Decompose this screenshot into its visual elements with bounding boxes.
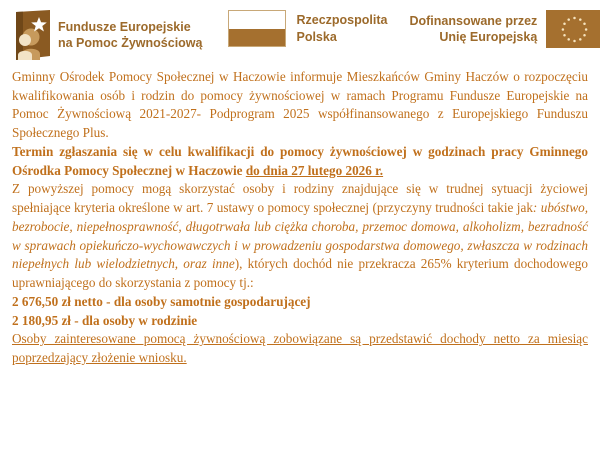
eu-flag-stars-icon	[546, 10, 600, 48]
logo-fundusze-europejskie-text	[58, 19, 202, 52]
paragraph-final-note	[12, 330, 588, 367]
paragraph-eligibility-criteria	[12, 180, 588, 292]
criteria-text-part1: Z powyższej pomocy mogą skorzystać osoby i rodziny znajdujące się w trudnej sytuacji życiowej spełniające kryteria określone w art. 7 ustawy o pomocy społecznej (przyczyny trudności takie jak	[12, 181, 588, 216]
logo-rzeczpospolita-polska-text	[296, 12, 387, 45]
logo-unia-europejska-text	[409, 13, 537, 46]
polish-flag-icon	[228, 10, 286, 47]
criteria-italic-reasons: : ubóstwo, bezrobocie, niepełnosprawność, długotrwała lub ciężka choroba, przemoc domowa, alkoholizm, bezradność w sprawach opiekuńczo-wychowawczych i w prowadzeniu gospodarstwa domowego, zwłaszcza w rodzinach niepełnych lub wielodzietnych, oraz inne	[12, 200, 589, 272]
final-note-text: Osoby zainteresowane pomocą żywnościową zobowiązane są przedstawić dochody netto za miesiąc poprzedzający złożenie wniosku.	[12, 331, 588, 366]
paragraph-deadline	[12, 143, 588, 180]
eu-label-line1: Dofinansowane przez	[409, 13, 538, 28]
pl-label-line2: Polska	[296, 29, 337, 44]
pl-label-line1: Rzeczpospolita	[296, 13, 388, 27]
logo-fundusze-europejskie	[10, 10, 202, 60]
deadline-lead-text: Termin zgłaszania się w celu kwalifikacji do pomocy żywnościowej w godzinach pracy Gminnego Ośrodka Pomocy Społecznej w Haczowie	[12, 143, 588, 178]
deadline-date: do dnia 27 lutego 2026 r.	[245, 162, 384, 178]
income-threshold-single-person: 2 676,50 zł netto - dla osoby samotnie gospodarującej	[12, 293, 311, 309]
fe-star-people-emblem-icon	[10, 10, 50, 60]
announcement-body	[0, 68, 600, 368]
fe-label-line1: Fundusze Europejskie	[58, 19, 191, 34]
paragraph-intro: Gminny Ośrodek Pomocy Społecznej w Haczowie informuje Mieszkańców Gminy Haczów o rozpoczęciu kwalifikowania osób i rodzin do pomocy żywnościowej w ramach Programu Fundusze Europejskie na Pomoc Żywnościową 2021-2027- Podprogram 2025 współfinansowanego z Europejskiego Funduszu Społecznego Plus.	[12, 69, 588, 141]
criteria-text-part2: ), których dochód nie przekracza 265% kryterium dochodowego uprawniającego do skorzystania z pomocy tj.:	[12, 256, 588, 291]
logo-unia-europejska	[409, 10, 600, 48]
eu-funding-logo-strip	[0, 0, 600, 68]
logo-rzeczpospolita-polska	[228, 10, 387, 47]
income-threshold-per-family-member: 2 180,95 zł - dla osoby w rodzinie	[12, 312, 198, 328]
fe-label-line2: na Pomoc Żywnościową	[58, 36, 203, 50]
polish-flag-lower-stripe	[229, 29, 285, 47]
eu-label-line2: Unię Europejską	[439, 30, 538, 44]
